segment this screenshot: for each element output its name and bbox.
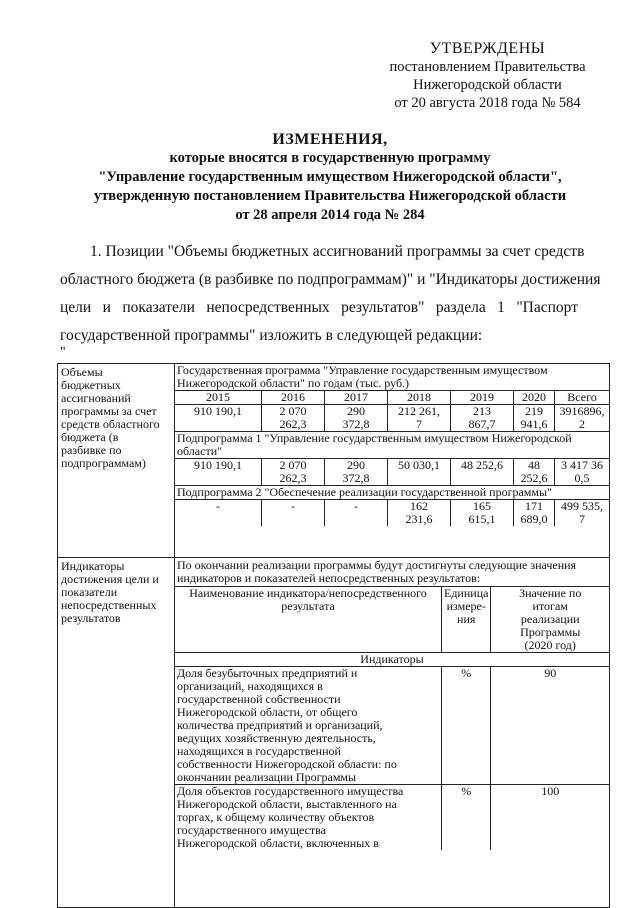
subprogram2-title: Подпрограмма 2 "Обеспечение реализации государственной программы" [175, 486, 609, 500]
value-cell [514, 459, 555, 486]
value-cell [388, 405, 451, 432]
sub1-values-row [175, 459, 609, 486]
unit-header [442, 587, 491, 653]
year-cell: 2019 [451, 391, 514, 405]
value-line: - [216, 499, 220, 513]
budget-data-cell [175, 364, 610, 558]
value-cell [514, 500, 555, 527]
value-line: 499 535, [561, 499, 603, 513]
value-line: 165 [473, 499, 491, 513]
year-cell: 2017 [325, 391, 388, 405]
value-line: 290 [347, 404, 365, 418]
value-cell [555, 459, 610, 486]
value-line: 910 190,1 [194, 458, 242, 472]
approval-date: от 20 августа 2018 года № 584 [394, 95, 581, 111]
value-cell [262, 405, 325, 432]
name-header: Наименование индикатора/непосредственного результата [175, 587, 442, 653]
approval-line: Нижегородской области [413, 77, 562, 93]
value-cell [175, 405, 262, 432]
indicators-intro: По окончании реализации программы будут достигнуты следующие значения индикаторов и показателей непосредственных результатов: [177, 558, 577, 586]
value-line: 48 [528, 458, 540, 472]
indicator-row [175, 667, 609, 785]
label-line: результатов [61, 611, 121, 626]
subprogram1-title: Подпрограмма 1 "Управление государственным имуществом Нижегородской области" [175, 432, 609, 459]
budget-table [175, 364, 609, 526]
value-cell [451, 500, 514, 527]
indicator-row [175, 785, 609, 851]
approval-title: УТВЕРЖДЕНЫ [429, 40, 546, 57]
value-line: 213 [473, 404, 491, 418]
indicators-table [175, 586, 609, 850]
value-line: 7 [416, 417, 422, 431]
value-line: 867,7 [468, 417, 496, 431]
label-line: Индикаторы [61, 559, 125, 574]
value-line: 910 190,1 [194, 404, 242, 418]
word: непосредственных [206, 299, 330, 316]
label-line: ассигнований [61, 391, 131, 405]
value-line: 0,5 [574, 471, 590, 485]
paragraph-line: 1. Позиции "Объемы бюджетных ассигнований программы за счет средств [90, 243, 585, 260]
paragraph-line: областного бюджета (в разбивке по подпрограммам)" и "Индикаторы достижения [60, 271, 601, 288]
value-line: 262,3 [279, 417, 307, 431]
value-line: 262,3 [279, 471, 307, 485]
value-cell [325, 500, 388, 527]
name-line: торгах, к общему количеству объектов [177, 810, 375, 825]
name-line: ведущих хозяйственную деятельность, [177, 731, 376, 746]
value-line: 231,6 [405, 512, 433, 526]
year-cell: 2016 [262, 391, 325, 405]
value-line: 372,8 [342, 417, 370, 431]
document-heading [60, 130, 600, 225]
value-line: 7 [579, 512, 585, 526]
header-line: Единица [444, 586, 489, 601]
heading-title: ИЗМЕНЕНИЯ, [272, 131, 388, 148]
name-line: окончании реализации Программы [177, 770, 357, 785]
name-line: Нижегородской области, от общего [177, 705, 358, 720]
indicators-header-row [175, 587, 609, 653]
value-cell [555, 500, 610, 527]
value-line: 252,6 [520, 471, 548, 485]
section-title: Индикаторы [175, 653, 609, 667]
value-cell [262, 500, 325, 527]
heading-line: от 28 апреля 2014 года № 284 [235, 207, 425, 223]
value-cell [325, 459, 388, 486]
year-cell: 2018 [388, 391, 451, 405]
name-line: государственной собственности [177, 692, 341, 707]
name-line: Доля безубыточных предприятий и [177, 666, 358, 681]
header-line: ния [457, 612, 476, 627]
label-line: разбивке по [61, 443, 122, 457]
word: и [102, 299, 111, 316]
paragraph-line: государственной программы" изложить в следующей редакции: [60, 327, 483, 344]
value-line: 2 [579, 417, 585, 431]
name-line: собственности Нижегородской области: по [177, 757, 397, 772]
value-cell [388, 500, 451, 527]
value-line: 50 030,1 [398, 458, 440, 472]
year-cell: 2020 [514, 391, 555, 405]
label-line: показатели [61, 585, 118, 600]
label-line: бюджета (в [61, 430, 119, 444]
header-line: Значение по [519, 586, 582, 601]
program-values-row [175, 405, 609, 432]
name-line: государственного имущества [177, 823, 327, 838]
value-line: 162 [410, 499, 428, 513]
paragraph-line-justified [60, 299, 578, 317]
indicator-unit: % [442, 667, 491, 785]
value-line: 290 [347, 458, 365, 472]
name-line: Нижегородской области, выставленного на [177, 797, 397, 812]
indicator-name [175, 785, 442, 851]
word: раздела [435, 299, 486, 316]
sub2-values-row [175, 500, 609, 527]
label-line: подпрограммам) [61, 456, 146, 470]
value-line: 48 252,6 [461, 458, 503, 472]
value-cell [514, 405, 555, 432]
value-line: 2 070 [279, 458, 307, 472]
label-line: Объемы [61, 365, 103, 379]
value-line: - [354, 499, 358, 513]
value-line: 3916896, [559, 404, 605, 418]
value-line: 2 070 [279, 404, 307, 418]
value-header [491, 587, 609, 653]
name-line: Нижегородской области, включенных в [177, 836, 379, 851]
value-line: 3 417 36 [561, 458, 603, 472]
label-line: бюджетных [61, 378, 121, 392]
value-line: 171 [525, 499, 543, 513]
label-line: непосредственных [61, 598, 157, 613]
budget-label-cell [58, 364, 175, 558]
name-line: количества предприятий и организаций, [177, 718, 383, 733]
value-cell [555, 405, 610, 432]
header-line: реализации [520, 612, 580, 627]
name-line: организаций, находящихся в [177, 679, 323, 694]
indicators-data-cell [175, 558, 610, 908]
indicators-label-cell [58, 558, 175, 908]
indicator-name [175, 667, 442, 785]
value-line: 689,0 [520, 512, 548, 526]
value-cell [451, 459, 514, 486]
year-cell: Всего [555, 391, 610, 405]
value-line: - [291, 499, 295, 513]
value-line: 941,6 [520, 417, 548, 431]
word: цели [60, 299, 92, 316]
label-line: достижения цели и [61, 572, 159, 587]
value-cell [175, 500, 262, 527]
program-title: Государственная программа "Управление государственным имуществом Нижегородской области" по годам (тыс. руб.) [175, 364, 609, 391]
word: результатов" [341, 299, 425, 316]
name-line: Доля объектов государственного имущества [177, 784, 404, 799]
value-cell [262, 459, 325, 486]
word: 1 [497, 299, 505, 316]
value-line: 219 [525, 404, 543, 418]
value-line: 372,8 [342, 471, 370, 485]
indicator-value: 100 [491, 785, 609, 851]
header-line: измере- [446, 599, 486, 614]
word: "Паспорт [516, 299, 578, 316]
value-cell [325, 405, 388, 432]
budget-row [58, 364, 610, 558]
years-row [175, 391, 609, 405]
name-line: находящихся в государственной [177, 744, 341, 759]
value-line: 615,1 [468, 512, 496, 526]
heading-line: утвержденную постановлением Правительства Нижегородской области [93, 188, 567, 204]
year-cell: 2015 [175, 391, 262, 405]
approval-block [380, 40, 595, 112]
value-cell [175, 459, 262, 486]
value-cell [388, 459, 451, 486]
indicator-value: 90 [491, 667, 609, 785]
header-line: Программы [520, 625, 581, 640]
heading-line: "Управление государственным имуществом Нижегородской области", [98, 169, 562, 185]
label-line: программы за счет [61, 404, 157, 418]
indicators-row [58, 558, 610, 908]
approval-line: постановлением Правительства [389, 59, 586, 75]
indicator-unit: % [442, 785, 491, 851]
word: показатели [122, 299, 195, 316]
header-line: (2020 год) [524, 638, 576, 653]
opening-quote: " [60, 345, 66, 360]
header-line: итогам [532, 599, 568, 614]
value-cell [451, 405, 514, 432]
passport-table [57, 363, 610, 908]
label-line: средств областного [61, 417, 160, 431]
heading-line: которые вносятся в государственную программу [169, 150, 491, 166]
value-line: 212 261, [398, 404, 440, 418]
